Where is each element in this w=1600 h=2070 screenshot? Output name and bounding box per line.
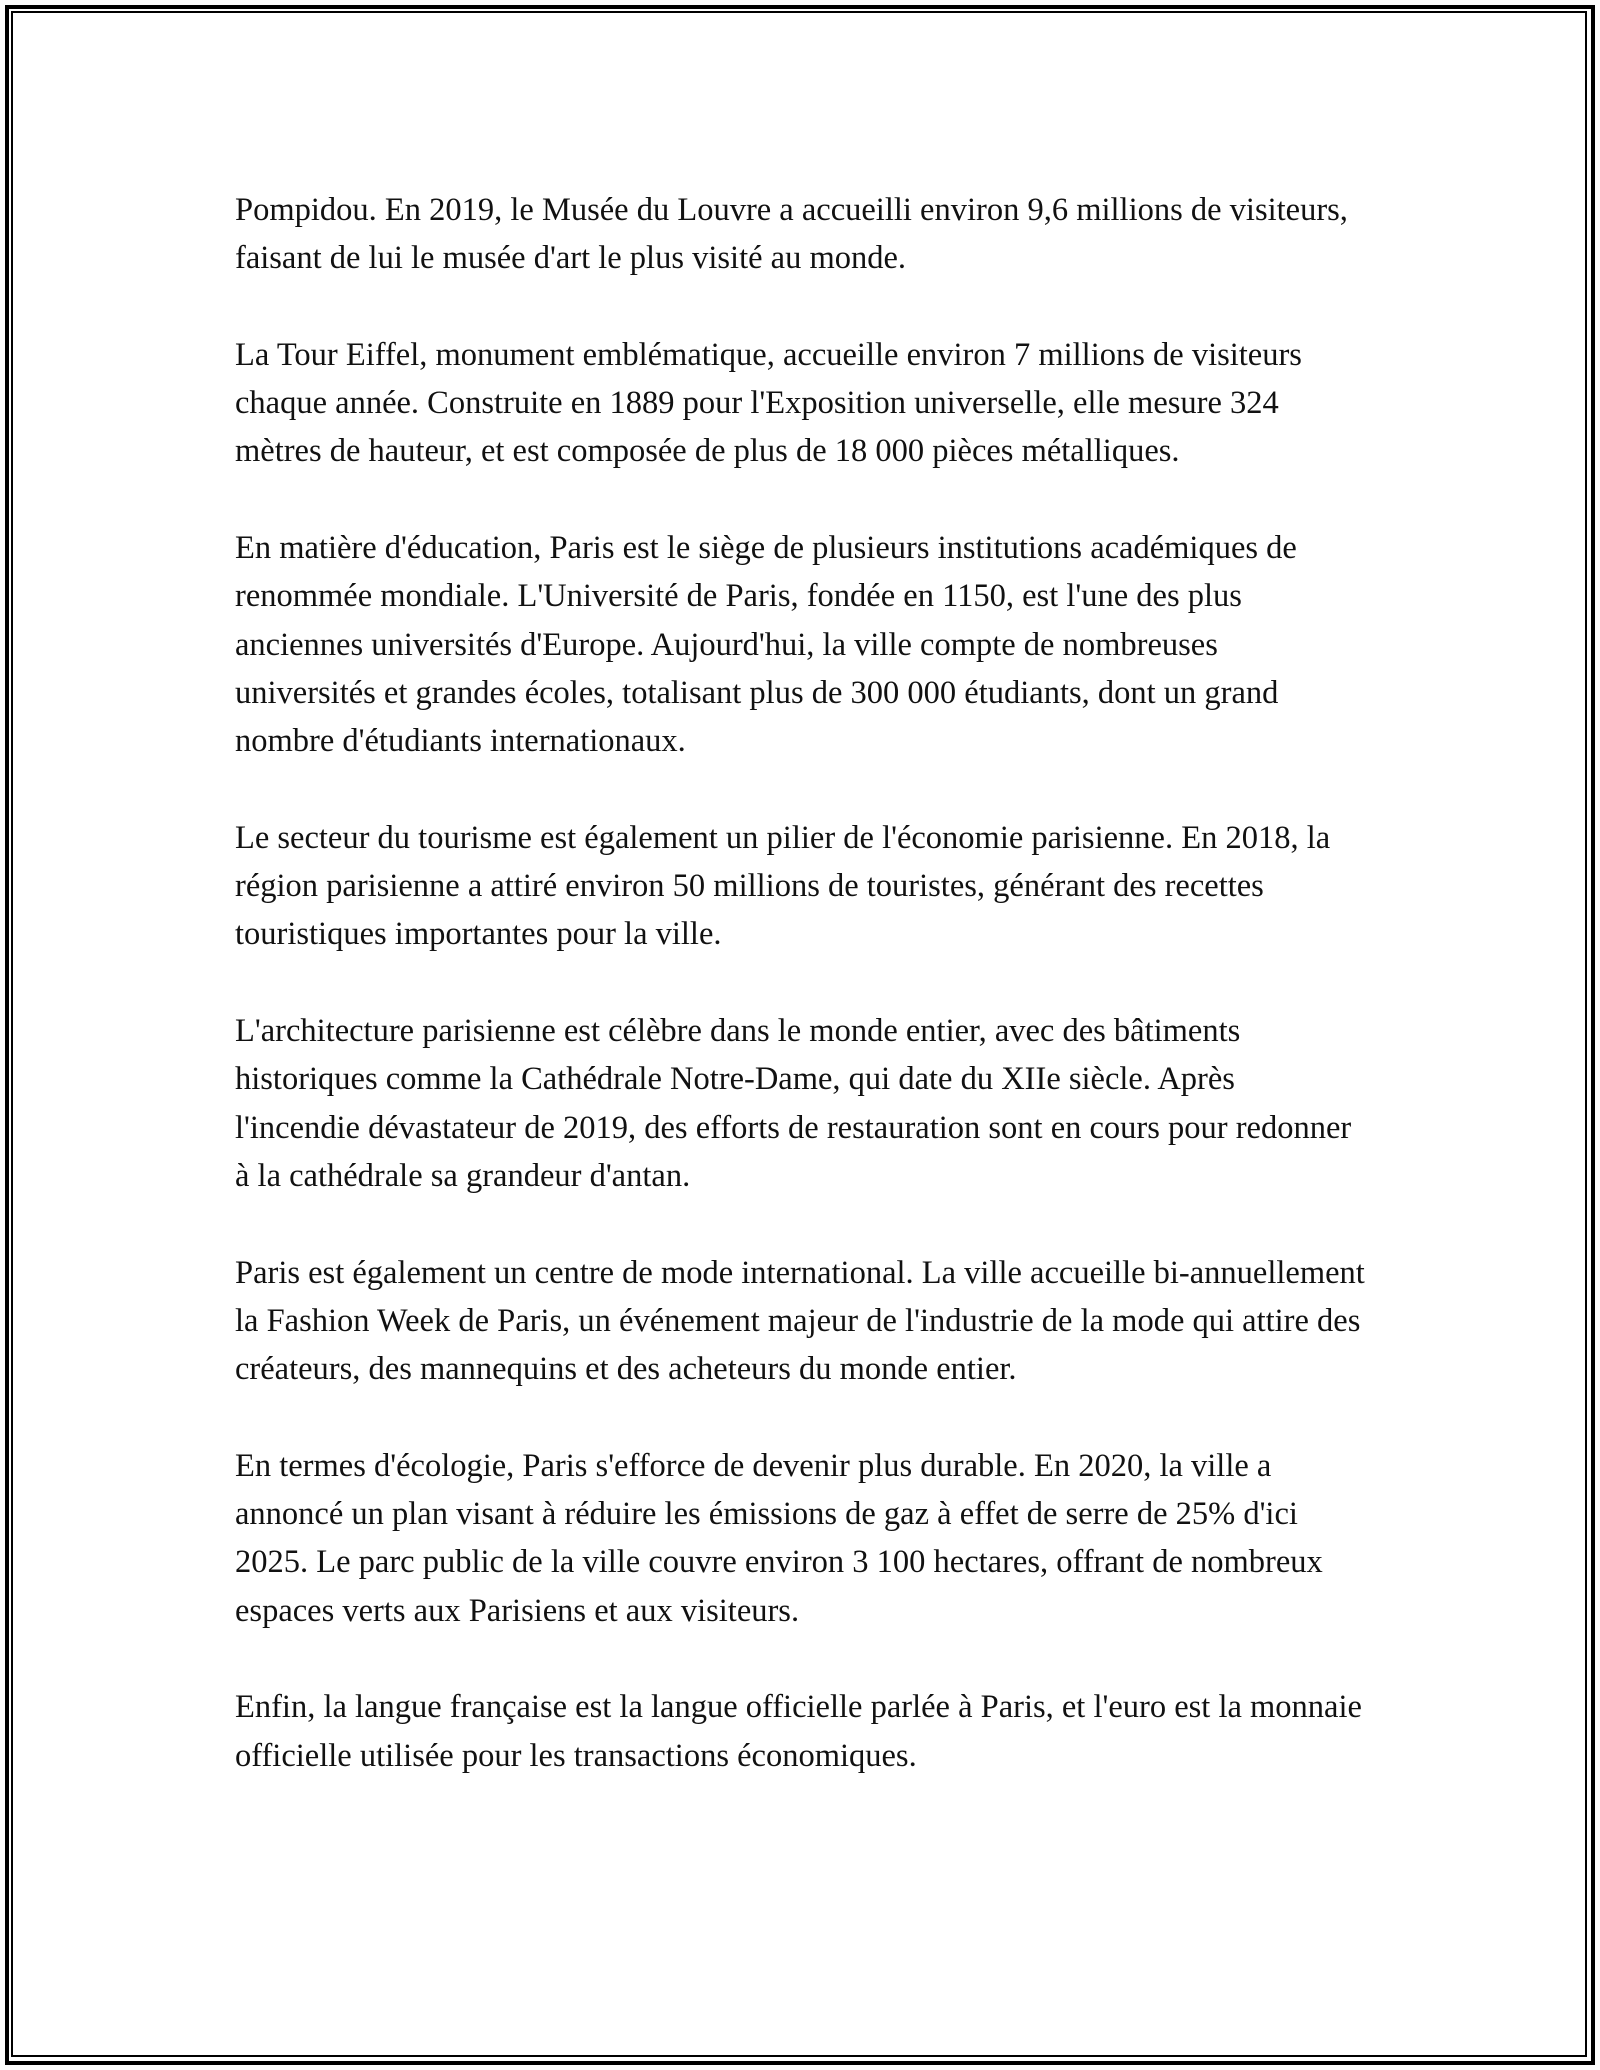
- paragraph-ecology: En termes d'écologie, Paris s'efforce de devenir plus durable. En 2020, la ville a annoncé un plan visant à réduire les émissions de gaz à effet de serre de 25% d'ici 2025. Le parc public de la ville couvre environ 3 100 hectares, offrant de nombreux espaces verts aux Parisiens et aux visiteurs.: [235, 1447, 1323, 1629]
- paragraph-education: En matière d'éducation, Paris est le siège de plusieurs institutions académiques de renommée mondiale. L'Université de Paris, fondée en 1150, est l'une des plus anciennes universités d'Europe. Aujourd'hui, la ville compte de nombreuses universités et grandes écoles, totalisant plus de 300 000 étudiants, dont un grand nombre d'étudiants internationaux.: [235, 530, 1297, 760]
- paragraph-eiffel-tower: La Tour Eiffel, monument emblématique, accueille environ 7 millions de visiteurs chaque année. Construite en 1889 pour l'Exposition universelle, elle mesure 324 mètres de hauteur, et est composée de plus de 18 000 pièces métalliques.: [235, 336, 1302, 470]
- paragraph-louvre: Pompidou. En 2019, le Musée du Louvre a accueilli environ 9,6 millions de visiteurs, faisant de lui le musée d'art le plus visité au monde.: [235, 192, 1348, 277]
- paragraph-tourism: Le secteur du tourisme est également un pilier de l'économie parisienne. En 2018, la région parisienne a attiré environ 50 millions de touristes, générant des recettes touristiques importantes pour la ville.: [235, 819, 1331, 953]
- paragraph-architecture: L'architecture parisienne est célèbre dans le monde entier, avec des bâtiments historiques comme la Cathédrale Notre-Dame, qui date du XIIe siècle. Après l'incendie dévastateur de 2019, des efforts de restauration sont en cours pour redonner à la cathédrale sa grandeur d'antan.: [235, 1013, 1352, 1194]
- document-body: [235, 186, 1365, 1780]
- paragraph-language-currency: Enfin, la langue française est la langue officielle parlée à Paris, et l'euro est la monnaie officielle utilisée pour les transactions économiques.: [235, 1689, 1362, 1774]
- paragraph-fashion: Paris est également un centre de mode international. La ville accueille bi-annuellement la Fashion Week de Paris, un événement majeur de l'industrie de la mode qui attire des créateurs, des mannequins et des acheteurs du monde entier.: [235, 1254, 1365, 1388]
